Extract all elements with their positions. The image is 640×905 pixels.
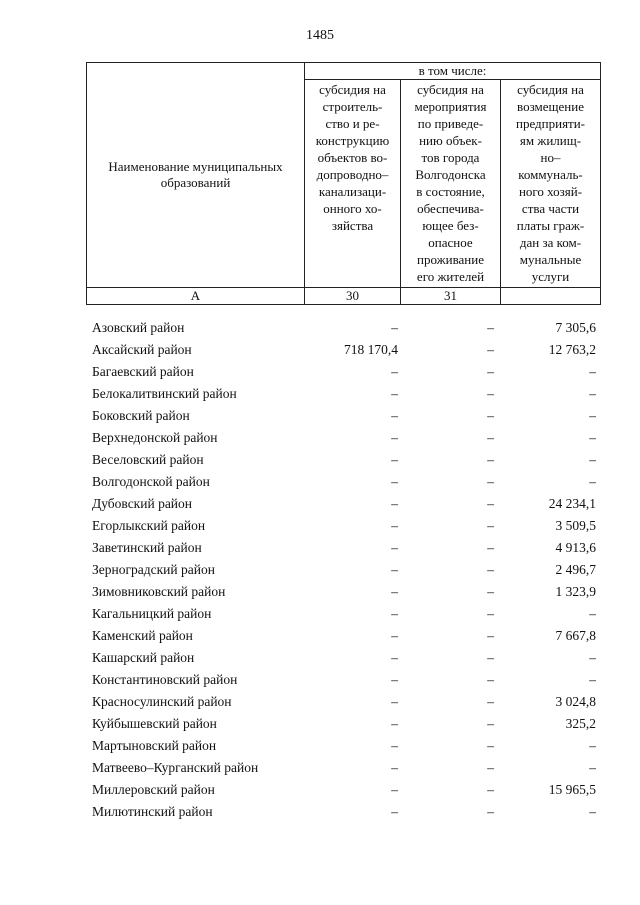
cell-col-30: 718 170,4	[344, 342, 398, 357]
header-line: зяйства	[331, 218, 374, 233]
table-row	[92, 428, 596, 450]
cell-col-30: –	[391, 386, 398, 401]
cell-col-32: 325,2	[565, 716, 596, 731]
header-number-31: 31	[401, 288, 501, 305]
row-name: Кашарский район	[92, 650, 195, 665]
header-line: субсидия на	[319, 82, 386, 97]
cell-col-30: –	[391, 782, 398, 797]
row-name: Верхнедонской район	[92, 430, 218, 445]
cell-col-30: –	[391, 716, 398, 731]
cell-col-30: –	[391, 628, 398, 643]
table-row	[92, 802, 596, 824]
header-line: конструкцию	[315, 133, 390, 148]
cell-col-31: –	[487, 364, 494, 379]
cell-col-30: –	[391, 452, 398, 467]
cell-col-31: –	[487, 496, 494, 511]
cell-col-32: –	[589, 606, 596, 621]
cell-col-30: –	[391, 672, 398, 687]
cell-col-30: –	[391, 562, 398, 577]
cell-col-31: –	[487, 694, 494, 709]
cell-col-32: –	[589, 430, 596, 445]
row-name: Дубовский район	[92, 496, 193, 511]
table-row	[92, 472, 596, 494]
header-letter-a: А	[87, 288, 305, 305]
table-row	[92, 494, 596, 516]
row-name: Зерноградский район	[92, 562, 215, 577]
header-col-30	[305, 80, 401, 288]
cell-col-32: –	[589, 408, 596, 423]
cell-col-30: –	[391, 408, 398, 423]
table-row	[92, 560, 596, 582]
header-line: ного хозяй-	[518, 184, 583, 199]
header-line: но–	[540, 150, 561, 165]
table-row	[92, 340, 596, 362]
cell-col-32: –	[589, 650, 596, 665]
cell-col-30: –	[391, 650, 398, 665]
row-name: Мартыновский район	[92, 738, 217, 753]
table-row	[92, 692, 596, 714]
row-name: Аксайский район	[92, 342, 192, 357]
row-name: Каменский район	[92, 628, 193, 643]
table-row	[92, 516, 596, 538]
cell-col-30: –	[391, 694, 398, 709]
cell-col-32: 7 305,6	[555, 320, 596, 335]
header-line: по приведе-	[417, 116, 484, 131]
header-line: опасное	[428, 235, 473, 250]
row-name: Красносулинский район	[92, 694, 232, 709]
cell-col-31: –	[487, 342, 494, 357]
header-line: субсидия на	[417, 82, 484, 97]
table-row	[92, 626, 596, 648]
row-name: Волгодонской район	[92, 474, 210, 489]
cell-col-30: –	[391, 738, 398, 753]
cell-col-31: –	[487, 760, 494, 775]
header-line: в состояние,	[416, 184, 485, 199]
header-line: ство и ре-	[325, 116, 380, 131]
row-name: Куйбышевский район	[92, 716, 217, 731]
header-line: ющее без-	[422, 218, 479, 233]
table-row	[92, 780, 596, 802]
cell-col-32: –	[589, 452, 596, 467]
header-line: ям жилищ-	[519, 133, 582, 148]
cell-col-31: –	[487, 716, 494, 731]
page-number: 1485	[306, 28, 334, 43]
header-line: дан за ком-	[519, 235, 582, 250]
cell-col-32: 3 509,5	[555, 518, 596, 533]
cell-col-31: –	[487, 738, 494, 753]
cell-col-32: 2 496,7	[555, 562, 596, 577]
cell-col-32: 3 024,8	[555, 694, 596, 709]
cell-col-31: –	[487, 452, 494, 467]
cell-col-30: –	[391, 518, 398, 533]
header-line: его жителей	[416, 269, 485, 284]
table-row	[92, 582, 596, 604]
cell-col-30: –	[391, 430, 398, 445]
row-name: Егорлыкский район	[92, 518, 206, 533]
cell-col-32: –	[589, 386, 596, 401]
header-municipality: Наименование муниципальных образований	[87, 63, 305, 288]
cell-col-32: 24 234,1	[548, 496, 596, 511]
cell-col-32: –	[589, 804, 596, 819]
cell-col-30: –	[391, 584, 398, 599]
header-line: мероприятия	[414, 99, 487, 114]
table-row	[92, 714, 596, 736]
table-row	[92, 758, 596, 780]
cell-col-31: –	[487, 430, 494, 445]
table-header	[86, 62, 601, 305]
cell-col-31: –	[487, 386, 494, 401]
header-line: ства части	[521, 201, 580, 216]
cell-col-32: –	[589, 738, 596, 753]
table-row	[92, 450, 596, 472]
header-line: онного хо-	[323, 201, 382, 216]
header-line: коммуналь-	[518, 167, 583, 182]
table-row	[92, 736, 596, 758]
row-name: Заветинский район	[92, 540, 202, 555]
row-name: Багаевский район	[92, 364, 194, 379]
cell-col-31: –	[487, 408, 494, 423]
cell-col-32: –	[589, 364, 596, 379]
cell-col-31: –	[487, 562, 494, 577]
header-col-31	[401, 80, 501, 288]
table-row	[92, 318, 596, 340]
header-line: тов города	[421, 150, 480, 165]
cell-col-31: –	[487, 584, 494, 599]
header-number-30: 30	[305, 288, 401, 305]
cell-col-30: –	[391, 540, 398, 555]
cell-col-31: –	[487, 628, 494, 643]
cell-col-31: –	[487, 320, 494, 335]
table-body	[92, 318, 596, 824]
table-row	[92, 670, 596, 692]
header-line: платы граж-	[516, 218, 585, 233]
cell-col-31: –	[487, 474, 494, 489]
cell-col-32: –	[589, 760, 596, 775]
cell-col-31: –	[487, 606, 494, 621]
row-name: Зимовниковский район	[92, 584, 226, 599]
cell-col-30: –	[391, 364, 398, 379]
cell-col-30: –	[391, 760, 398, 775]
header-line: проживание	[417, 252, 484, 267]
header-group-including: в том числе:	[305, 63, 601, 80]
cell-col-32: 4 913,6	[555, 540, 596, 555]
table-row	[92, 604, 596, 626]
table-row	[92, 384, 596, 406]
cell-col-31: –	[487, 782, 494, 797]
row-name: Веселовский район	[92, 452, 204, 467]
cell-col-31: –	[487, 650, 494, 665]
header-line: нию объек-	[419, 133, 482, 148]
table-row	[92, 406, 596, 428]
row-name: Милютинский район	[92, 804, 213, 819]
cell-col-32: 12 763,2	[548, 342, 596, 357]
cell-col-30: –	[391, 804, 398, 819]
table-row	[92, 648, 596, 670]
row-name: Кагальницкий район	[92, 606, 212, 621]
cell-col-30: –	[391, 496, 398, 511]
cell-col-32: –	[589, 474, 596, 489]
row-name: Матвеево–Курганский район	[92, 760, 259, 775]
table-row	[92, 538, 596, 560]
row-name: Белокалитвинский район	[92, 386, 237, 401]
cell-col-31: –	[487, 518, 494, 533]
cell-col-30: –	[391, 320, 398, 335]
table-row	[92, 362, 596, 384]
header-col-32	[501, 80, 601, 288]
row-name: Азовский район	[92, 320, 185, 335]
header-line: канализаци-	[318, 184, 387, 199]
header-line: услуги	[531, 269, 570, 284]
cell-col-30: –	[391, 474, 398, 489]
header-line: допроводно–	[316, 167, 389, 182]
header-line: строитель-	[322, 99, 383, 114]
cell-col-32: 15 965,5	[548, 782, 596, 797]
header-number-32	[501, 288, 601, 305]
cell-col-31: –	[487, 540, 494, 555]
cell-col-31: –	[487, 804, 494, 819]
cell-col-32: 1 323,9	[555, 584, 596, 599]
header-line: предприяти-	[515, 116, 586, 131]
row-name: Константиновский район	[92, 672, 238, 687]
header-line: возмещение	[517, 99, 584, 114]
header-line: мунальные	[519, 252, 582, 267]
header-line: обеспечива-	[417, 201, 484, 216]
cell-col-31: –	[487, 672, 494, 687]
cell-col-30: –	[391, 606, 398, 621]
cell-col-32: 7 667,8	[555, 628, 596, 643]
header-line: Волгодонска	[415, 167, 486, 182]
header-line: объектов во-	[317, 150, 388, 165]
row-name: Боковский район	[92, 408, 190, 423]
cell-col-32: –	[589, 672, 596, 687]
header-line: субсидия на	[517, 82, 584, 97]
row-name: Миллеровский район	[92, 782, 215, 797]
